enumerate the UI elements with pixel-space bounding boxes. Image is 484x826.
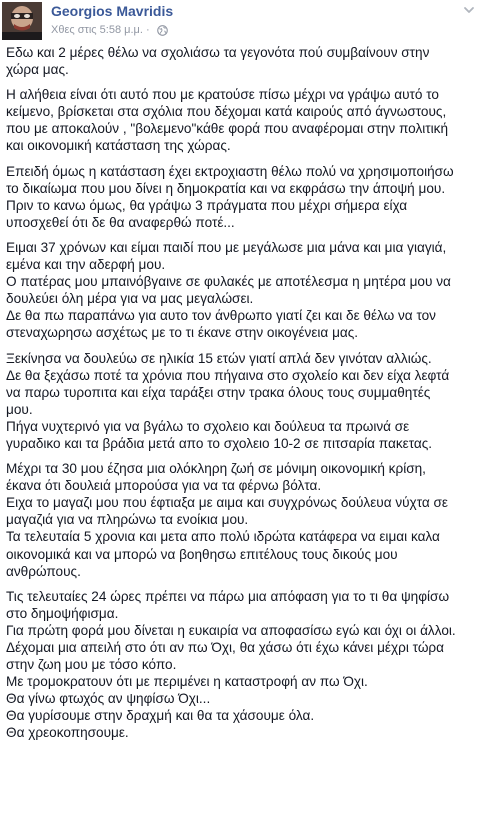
post-paragraph: Η αλήθεια είναι ότι αυτό που με κρατούσε πίσω μέχρι να γράψω αυτό το κείμενο, βρίσκεται στα σχόλια που δέχομαι κατά καιρούς από άγνωστους, που με αποκαλούν , "βολεμενο"κάθε φορά που αναφέρομαι στην πολιτική και οικονομική κατάσταση της χώρας. — [6, 87, 449, 154]
avatar[interactable] — [2, 2, 42, 40]
post-meta — [51, 24, 168, 36]
post-paragraph: Τις τελευταίες 24 ώρες πρέπει να πάρω μια απόφαση για το τι θα ψηφίσω στο δημοψήφισμα. Για πρώτη φορά μου δίνεται η ευκαιρία να αποφασίσω εγώ και όχι οι άλλοι. Δέχομαι μια απειλή στο ότι αν πω Όχι, θα χάσω ότι έχω κάνει μέχρι τώρα στην ζωη μου με τόσο κόπο. Με τρομοκρατουν ότι με περιμένει η καταστροφή αν πω Όχι. Θα γίνω φτωχός αν ψηφίσω Όχι... Θα γυρίσουμε στην δραχμή και θα τα χάσουμε όλα. Θα χρεοκοπησουμε. — [6, 588, 456, 741]
post-paragraph: Μέχρι τα 30 μου έζησα μια ολόκληρη ζωή σε μόνιμη οικονομική κρίση, έκανα ότι δουλειά μπορούσα για να τα φέρνω βόλτα. Ειχα το μαγαζι μου που έφτιαξα με αιμα και συγχρόνως δούλευα νύχτα σε μαγαζιά για να πληρώνω τα ενοίκια μου. Τα τελευταία 5 χρονια και μετα απο πολύ ιδρώτα κατάφερα να ειμαι καλα οικονομικά και να μπορώ να βοηθησω επιτέλους τους δικούς μου ανθρώπους. — [6, 461, 448, 579]
globe-icon[interactable] — [157, 25, 168, 36]
post-paragraph: Επειδή όμως η κατάσταση έχει εκτροχιαστη θέλω πολύ να χρησιμοποιήσω το δικαίωμα που μου δίνει η δημοκρατία και να εκφράσω την άποψή μου. Πριν το κανω όμως, θα γράψω 3 πράγματα που μέχρι σήμερα είχα υποσχεθεί ότι δε θα αναφερθώ ποτέ... — [6, 163, 454, 230]
post-paragraph: Ειμαι 37 χρόνων και είμαι παιδί που με μεγάλωσε μια μάνα και μια γιαγιά, εμένα και την αδερφή μου. Ο πατέρας μου μπαινόβγαινε σε φυλακές με αποτέλεσμα η μητέρα μου να δουλεύει όλη μέρα για να μας μεγαλώσει. Δε θα πω παραπάνω για αυτο τον άνθρωπο γιατί ζει και δε θέλω να τον στεναχωρησω ασχέτως με το τι έκανε στην οικογένεια μας. — [6, 239, 451, 341]
avatar-image — [2, 2, 42, 40]
author-name[interactable]: Georgios Mavridis — [51, 3, 174, 19]
post-paragraph: Εδω και 2 μέρες θέλω να σχολιάσω τα γεγονότα πού συμβαίνουν στην χώρα μας. — [6, 45, 430, 78]
post-paragraph: Ξεκίνησα να δουλεύω σε ηλικία 15 ετών γιατί απλά δεν γινόταν αλλιώς. Δε θα ξεχάσω ποτέ τα χρόνια που πήγαινα στο σχολείο και δεν είχα λεφτά να παρω τυροπιτα και είχα ταράξει στην τρακα όλους τους συμμαθητές μου. Πήγα νυχτερινό για να βγάλω το σχολειο και δούλευα τα πρωινά σε γυραδικο και τα βράδια μετά απο το σχολειο 10-2 σε πιτσαρία πακετας. — [6, 350, 450, 451]
post-header — [0, 0, 484, 42]
chevron-down-icon[interactable] — [460, 3, 478, 17]
post-body — [0, 44, 484, 750]
meta-separator: · — [145, 24, 150, 37]
post-timestamp[interactable]: Χθες στις 5:58 μ.μ. — [51, 24, 143, 37]
